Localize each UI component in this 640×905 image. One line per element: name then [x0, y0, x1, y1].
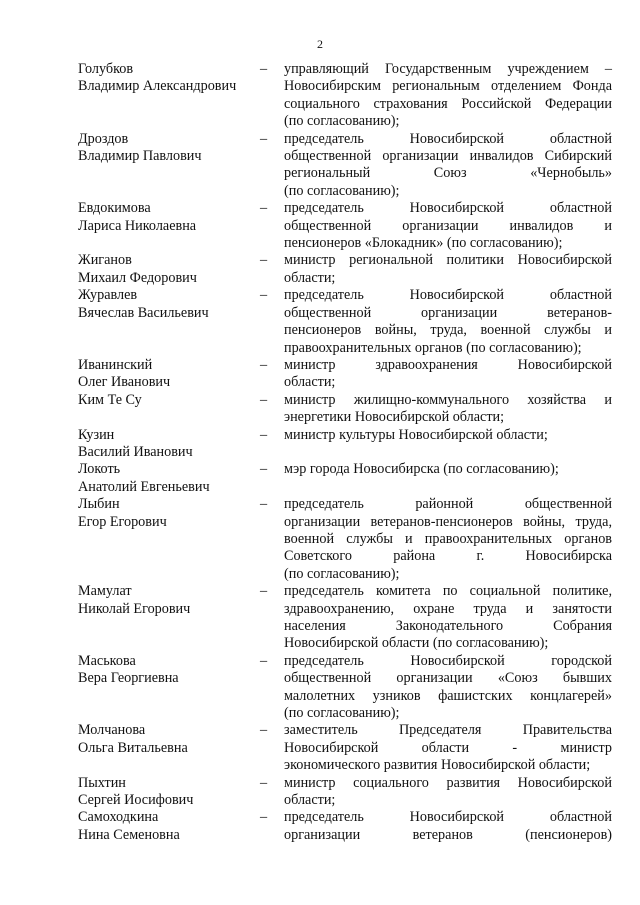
member-given-names: Василий Иванович: [78, 443, 193, 460]
member-position: [284, 252, 612, 287]
member-given-names: Вера Георгиевна: [78, 670, 179, 687]
member-surname: Кузин: [78, 426, 115, 443]
dash-separator: –: [260, 426, 268, 443]
member-surname: Иванинский: [78, 356, 153, 373]
position-line: малолетних узников фашистских концлагерей»: [284, 687, 612, 704]
member-name: [78, 583, 260, 618]
position-line: общественной организации ветеранов-: [284, 304, 612, 321]
dash-separator: –: [260, 287, 268, 304]
position-line: министр жилищно-коммунального хозяйства и: [284, 391, 612, 408]
position-line: региональный Союз «Чернобыль»: [284, 165, 612, 182]
member-entry: [78, 200, 612, 252]
member-position: [284, 775, 612, 810]
member-position: [284, 200, 612, 252]
member-given-names: Нина Семеновна: [78, 826, 180, 843]
member-given-names: Ольга Витальевна: [78, 739, 188, 756]
position-line: председатель районной общественной: [284, 496, 612, 513]
member-position: [284, 809, 612, 844]
position-line: Советского района г. Новосибирска: [284, 548, 612, 565]
position-line: области;: [284, 792, 336, 809]
member-entry: [78, 496, 612, 583]
position-line: области;: [284, 374, 336, 391]
position-line: пенсионеров войны, труда, военной службы и: [284, 322, 612, 339]
member-given-names: Анатолий Евгеньевич: [78, 478, 210, 495]
member-name: [78, 200, 260, 235]
dash-separator: –: [260, 652, 268, 669]
member-position: [284, 461, 612, 478]
position-line: общественной организации «Союз бывших: [284, 670, 612, 687]
position-line: военной службы и правоохранительных органов: [284, 530, 612, 547]
position-line: экономического развития Новосибирской области;: [284, 757, 591, 774]
position-line: энергетики Новосибирской области;: [284, 409, 505, 426]
member-name: [78, 461, 260, 496]
position-line: (по согласованию);: [284, 705, 400, 722]
position-line: Новосибирским региональным отделением Фонда: [284, 78, 612, 95]
member-surname: Молчанова: [78, 722, 146, 739]
member-given-names: Михаил Федорович: [78, 269, 197, 286]
dash-separator: –: [260, 722, 268, 739]
member-surname: Самоходкина: [78, 809, 159, 826]
member-name: [78, 427, 260, 462]
position-line: министр социального развития Новосибирской: [284, 774, 612, 791]
member-surname: Жиганов: [78, 252, 132, 269]
member-position: [284, 287, 612, 357]
position-line: мэр города Новосибирска (по согласованию);: [284, 461, 559, 478]
position-line: министр здравоохранения Новосибирской: [284, 356, 612, 373]
member-position: [284, 131, 612, 201]
position-line: пенсионеров «Блокадник» (по согласованию);: [284, 235, 563, 252]
member-name: [78, 722, 260, 757]
member-entry: [78, 427, 612, 462]
member-given-names: Николай Егорович: [78, 600, 191, 617]
page-number: 2: [317, 37, 323, 51]
member-surname: Евдокимова: [78, 200, 151, 217]
dash-separator: –: [260, 130, 268, 147]
dash-separator: –: [260, 461, 268, 478]
member-surname: Дроздов: [78, 130, 129, 147]
member-given-names: Егор Егорович: [78, 513, 167, 530]
dash-separator: –: [260, 809, 268, 826]
member-name: [78, 653, 260, 688]
member-entry: [78, 809, 612, 844]
position-line: области;: [284, 269, 336, 286]
position-line: министр культуры Новосибирской области;: [284, 426, 548, 443]
member-surname: Ким Те Су: [78, 391, 142, 408]
position-line: управляющий Государственным учреждением –: [284, 61, 612, 77]
member-entry: [78, 61, 612, 131]
position-line: председатель Новосибирской областной: [284, 809, 612, 826]
position-line: Новосибирской области - министр: [284, 739, 612, 756]
position-line: организации ветеранов-пенсионеров войны, труда,: [284, 513, 612, 530]
position-line: общественной организации инвалидов и: [284, 217, 612, 234]
member-position: [284, 61, 612, 131]
member-given-names: Владимир Павлович: [78, 148, 202, 165]
member-position: [284, 583, 612, 653]
member-surname: Лыбин: [78, 496, 120, 513]
position-line: председатель Новосибирской областной: [284, 130, 612, 147]
member-given-names: Лариса Николаевна: [78, 217, 197, 234]
position-line: (по согласованию);: [284, 565, 400, 582]
member-position: [284, 496, 612, 583]
member-position: [284, 722, 612, 774]
member-name: [78, 252, 260, 287]
member-entry: [78, 392, 612, 427]
dash-separator: –: [260, 583, 268, 600]
position-line: председатель Новосибирской городской: [284, 652, 612, 669]
member-list: [78, 61, 612, 844]
position-line: (по согласованию);: [284, 113, 400, 130]
dash-separator: –: [260, 356, 268, 373]
member-surname: Маськова: [78, 652, 136, 669]
member-surname: Мамулат: [78, 583, 132, 600]
position-line: министр региональной политики Новосибирской: [284, 252, 612, 269]
dash-separator: –: [260, 200, 268, 217]
member-entry: [78, 722, 612, 774]
member-given-names: Владимир Александрович: [78, 78, 237, 95]
dash-separator: –: [260, 391, 268, 408]
member-given-names: Сергей Иосифович: [78, 792, 194, 809]
dash-separator: –: [260, 252, 268, 269]
member-name: [78, 287, 260, 322]
member-given-names: Вячеслав Васильевич: [78, 304, 209, 321]
position-line: председатель комитета по социальной политике,: [284, 583, 612, 600]
member-name: [78, 357, 260, 392]
member-surname: Локоть: [78, 461, 121, 478]
member-entry: [78, 357, 612, 392]
position-line: председатель Новосибирской областной: [284, 200, 612, 217]
position-line: заместитель Председателя Правительства: [284, 722, 612, 739]
member-name: [78, 392, 260, 409]
member-surname: Голубков: [78, 61, 134, 77]
member-position: [284, 653, 612, 723]
dash-separator: –: [260, 61, 268, 77]
member-name: [78, 775, 260, 810]
member-surname: Пыхтин: [78, 774, 126, 791]
dash-separator: –: [260, 774, 268, 791]
member-name: [78, 809, 260, 844]
member-entry: [78, 653, 612, 723]
position-line: Новосибирской области (по согласованию);: [284, 635, 549, 652]
member-name: [78, 61, 260, 96]
member-position: [284, 357, 612, 392]
member-position: [284, 427, 612, 444]
position-line: населения Законодательного Собрания: [284, 618, 612, 634]
position-line: председатель Новосибирской областной: [284, 287, 612, 304]
member-position: [284, 392, 612, 427]
member-surname: Журавлев: [78, 287, 138, 304]
position-line: (по согласованию);: [284, 182, 400, 199]
dash-separator: –: [260, 496, 268, 513]
member-given-names: Олег Иванович: [78, 374, 171, 391]
position-line: правоохранительных органов (по согласованию);: [284, 339, 582, 356]
member-entry: [78, 131, 612, 201]
member-entry: [78, 461, 612, 496]
position-line: здравоохранению, охране труда и занятости: [284, 600, 612, 617]
position-line: социального страхования Российской Федерации: [284, 95, 612, 112]
position-line: общественной организации инвалидов Сибирский: [284, 148, 612, 165]
member-entry: [78, 775, 612, 810]
member-entry: [78, 252, 612, 287]
member-entry: [78, 583, 612, 653]
member-name: [78, 131, 260, 166]
member-name: [78, 496, 260, 531]
member-entry: [78, 287, 612, 357]
position-line: организации ветеранов (пенсионеров): [284, 826, 612, 843]
